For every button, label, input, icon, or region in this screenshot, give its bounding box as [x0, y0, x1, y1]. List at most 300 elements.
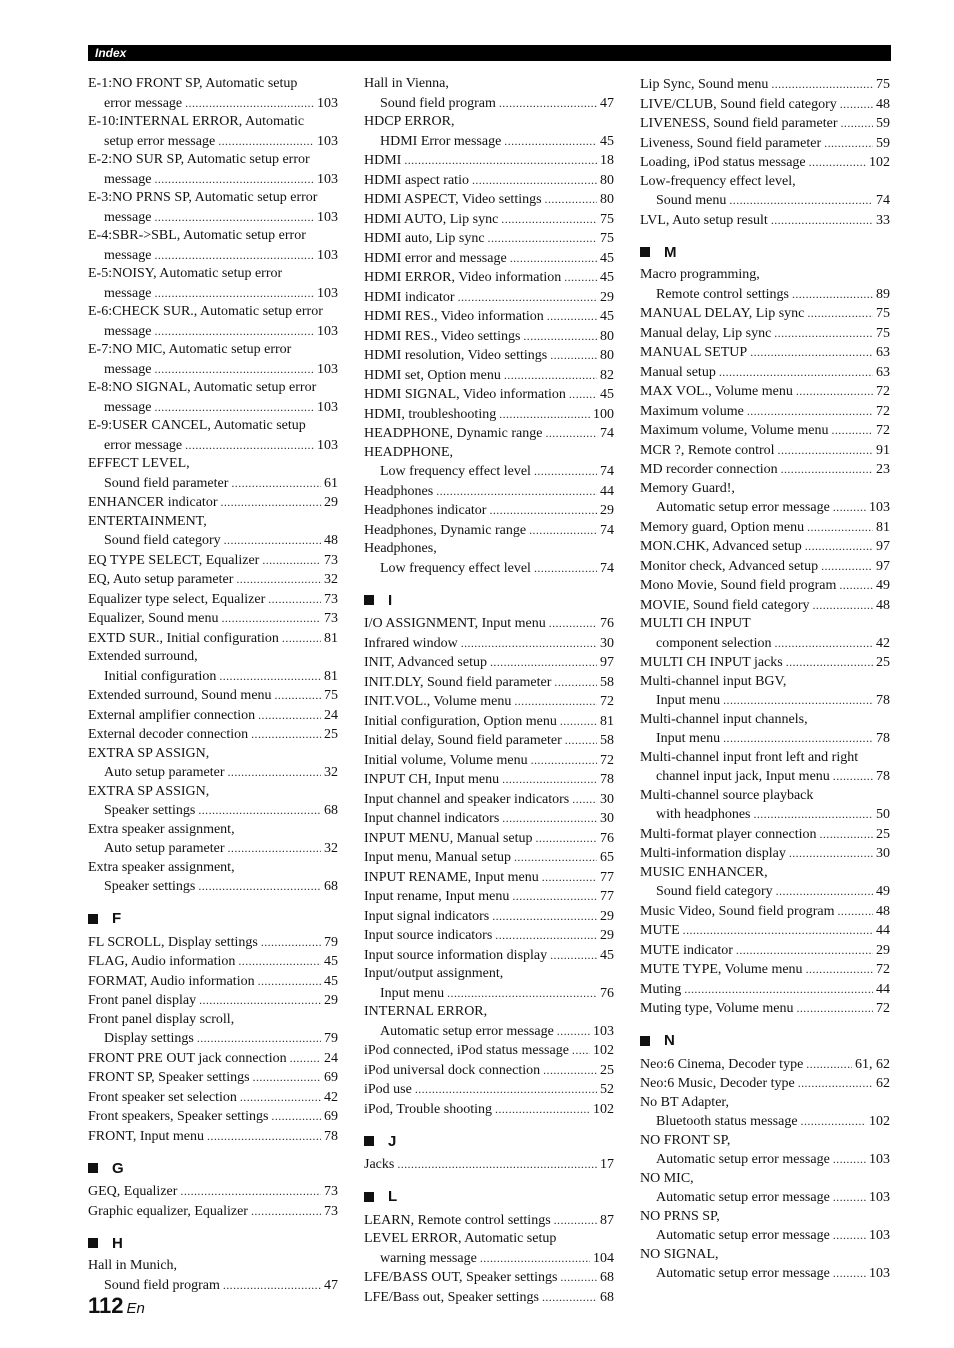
- index-entry-page: 33: [876, 212, 890, 228]
- dot-leader: [813, 596, 873, 615]
- index-entry-text: Maximum volume, Volume menu: [640, 423, 829, 438]
- dot-leader: [831, 421, 873, 440]
- letter-heading: [364, 589, 614, 611]
- square-bullet-icon: [88, 914, 98, 924]
- dot-leader: [572, 790, 597, 809]
- index-entry: [364, 229, 614, 249]
- index-entry-text: Input channel and speaker indicators: [364, 791, 570, 807]
- index-entry-page: 49: [876, 884, 890, 899]
- index-entry: [364, 1080, 614, 1100]
- letter-heading: [88, 1157, 338, 1179]
- index-entry: [88, 1182, 338, 1202]
- index-entry-page: 80: [600, 348, 614, 363]
- index-entry-text: Input channel indicators: [364, 811, 500, 826]
- index-entry-text: LFE/BASS OUT, Speaker settings: [364, 1270, 558, 1285]
- dot-leader: [397, 1155, 597, 1174]
- index-entry-text: INTERNAL ERROR,: [364, 1004, 488, 1019]
- square-bullet-icon: [88, 1163, 98, 1173]
- index-entry: [364, 540, 614, 578]
- index-entry-page: 89: [876, 286, 890, 302]
- index-entry: [364, 907, 614, 927]
- dot-leader: [488, 229, 597, 248]
- index-entry-page: 52: [600, 1082, 614, 1097]
- index-entry-text: error message: [104, 437, 183, 453]
- dot-leader: [560, 712, 597, 731]
- dot-leader: [547, 307, 597, 326]
- index-entry: [364, 1003, 614, 1041]
- index-entry: [88, 75, 338, 113]
- index-entry: [88, 706, 338, 726]
- index-entry-page: 74: [600, 522, 614, 538]
- dot-leader: [833, 1150, 866, 1169]
- index-entry-text: ENHANCER indicator: [88, 495, 218, 510]
- index-entry-text: Muting: [640, 981, 682, 997]
- index-entry-page: 59: [876, 116, 890, 131]
- index-entry: [88, 341, 338, 379]
- dot-leader: [228, 839, 321, 858]
- index-entry: [364, 171, 614, 191]
- index-entry-text: LEARN, Remote control settings: [364, 1212, 551, 1228]
- index-entry: [88, 952, 338, 972]
- index-entry-page: 81: [324, 668, 338, 684]
- index-entry: [640, 363, 890, 383]
- dot-leader: [778, 441, 873, 460]
- dot-leader: [180, 1182, 321, 1201]
- index-entry-text: Automatic setup error message: [656, 1266, 830, 1281]
- index-entry-page: 103: [869, 500, 890, 515]
- index-entry-page: 48: [876, 903, 890, 919]
- square-bullet-icon: [364, 1192, 374, 1202]
- index-entry-page: 69: [324, 1070, 338, 1085]
- index-entry: [364, 501, 614, 521]
- dot-leader: [572, 1041, 590, 1060]
- index-entry: [364, 1155, 614, 1175]
- index-entry: [640, 95, 890, 115]
- index-entry-page: 72: [876, 403, 890, 419]
- index-entry: [88, 933, 338, 953]
- dot-leader: [801, 1112, 866, 1131]
- index-entry-text: HDMI RES., Video settings: [364, 328, 521, 344]
- index-entry-text: INPUT MENU, Manual setup: [364, 830, 533, 846]
- index-entry-text: Neo:6 Cinema, Decoder type: [640, 1056, 804, 1072]
- index-entry-page: 102: [593, 1043, 614, 1058]
- index-entry-text: HDMI auto, Lip sync: [364, 231, 485, 246]
- letter-heading: [640, 1030, 890, 1052]
- index-entry-text: Loading, iPod status message: [640, 155, 806, 170]
- dot-leader: [771, 211, 873, 230]
- index-entry-page: 75: [876, 77, 890, 92]
- index-entry: [88, 1107, 338, 1127]
- index-entry-page: 73: [324, 1203, 338, 1219]
- dot-leader: [798, 1074, 873, 1093]
- index-entry-page: 58: [600, 674, 614, 690]
- index-entry-text: Low-frequency effect level,: [640, 173, 796, 189]
- index-entry-page: 45: [600, 309, 614, 324]
- index-entry: [364, 712, 614, 732]
- index-entry-page: 103: [317, 209, 338, 225]
- index-entry: [364, 1061, 614, 1081]
- dot-leader: [820, 825, 874, 844]
- letter-heading-label: F: [112, 910, 122, 927]
- index-entry: [640, 153, 890, 173]
- index-entry-page: 75: [876, 325, 890, 341]
- dot-leader: [719, 363, 873, 382]
- dot-leader: [736, 941, 873, 960]
- letter-heading-label: H: [112, 1234, 123, 1252]
- index-entry-page: 81: [600, 713, 614, 729]
- index-entry-text: Sound field category: [104, 533, 221, 548]
- index-entry: [88, 551, 338, 571]
- index-entry-page: 59: [876, 135, 890, 151]
- index-entry-page: 102: [869, 1114, 890, 1129]
- index-entry-page: 68: [324, 879, 338, 894]
- index-entry-page: 97: [600, 655, 614, 670]
- index-entry-text: MUTE indicator: [640, 942, 733, 958]
- index-entry-text: Automatic setup error message: [656, 1190, 830, 1205]
- index-entry-text: Sound menu: [656, 193, 727, 208]
- dot-leader: [236, 570, 321, 589]
- index-entry: [88, 513, 338, 551]
- index-entry: [88, 265, 338, 303]
- index-entry-text: iPod, Trouble shooting: [364, 1101, 492, 1117]
- dot-leader: [840, 95, 873, 114]
- dot-leader: [514, 692, 597, 711]
- index-entry-page: 103: [317, 95, 338, 111]
- dot-leader: [536, 829, 597, 848]
- index-entry-text: message: [104, 361, 152, 377]
- dot-leader: [564, 268, 597, 287]
- index-entry-text: Initial volume, Volume menu: [364, 752, 528, 768]
- index-entry-page: 74: [600, 560, 614, 576]
- index-entry-text: Auto setup parameter: [104, 765, 225, 780]
- letter-heading-label: L: [388, 1188, 398, 1205]
- index-entry-text: Multi-channel source playback: [640, 787, 814, 803]
- index-entry-page: 48: [876, 597, 890, 613]
- index-entry: [640, 999, 890, 1019]
- index-entry-page: 102: [869, 155, 890, 170]
- dot-leader: [684, 980, 873, 999]
- index-entry: [364, 731, 614, 751]
- index-entry: [88, 227, 338, 265]
- dot-leader: [251, 725, 321, 744]
- index-entry-page: 103: [317, 323, 338, 339]
- index-entry-text: Input menu: [656, 693, 721, 708]
- dot-leader: [838, 902, 874, 921]
- index-entry-page: 80: [600, 172, 614, 188]
- index-entry-text: LEVEL ERROR, Automatic setup: [364, 1231, 557, 1246]
- index-entry: [88, 379, 338, 417]
- index-entry: [364, 653, 614, 673]
- index-entry-page: 50: [876, 807, 890, 822]
- index-entry-text: Macro programming,: [640, 267, 760, 282]
- index-entry-page: 73: [324, 611, 338, 626]
- square-bullet-icon: [640, 1036, 650, 1046]
- index-entry-page: 47: [324, 1277, 338, 1293]
- index-entry-page: 78: [324, 1128, 338, 1144]
- index-entry: [88, 648, 338, 686]
- index-entry: [88, 189, 338, 227]
- index-entry: [88, 303, 338, 341]
- letter-heading: [364, 1130, 614, 1152]
- dot-leader: [185, 436, 314, 455]
- index-entry-page: 32: [324, 841, 338, 856]
- index-entry-page: 29: [600, 928, 614, 943]
- index-entry: [364, 848, 614, 868]
- index-entry-page: 48: [876, 96, 890, 112]
- index-entry: [88, 821, 338, 859]
- index-entry-text: MUTE TYPE, Volume menu: [640, 962, 803, 977]
- index-entry-text: Input rename, Input menu: [364, 889, 510, 904]
- index-entry-text: message: [104, 209, 152, 225]
- index-entry-page: 72: [600, 694, 614, 709]
- dot-leader: [154, 360, 314, 379]
- dot-leader: [154, 208, 314, 227]
- dot-leader: [560, 1268, 597, 1287]
- index-entry-text: Graphic equalizer, Equalizer: [88, 1203, 248, 1219]
- index-entry-text: HDMI set, Option menu: [364, 367, 501, 383]
- index-entry-text: warning message: [380, 1250, 477, 1266]
- index-entry-text: External decoder connection: [88, 727, 249, 742]
- dot-leader: [415, 1080, 597, 1099]
- index-entry-page: 68: [600, 1270, 614, 1285]
- index-entry-text: FRONT PRE OUT jack connection: [88, 1050, 287, 1066]
- index-entry-text: EXTD SUR., Initial configuration: [88, 630, 279, 646]
- index-entry: [364, 1041, 614, 1061]
- dot-leader: [806, 960, 873, 979]
- index-entry-page: 32: [324, 572, 338, 587]
- letter-heading-label: J: [388, 1132, 397, 1150]
- index-entry-text: Input menu: [656, 731, 721, 746]
- index-entry: [640, 787, 890, 825]
- dot-leader: [807, 518, 873, 537]
- index-entry: [88, 570, 338, 590]
- dot-leader: [502, 809, 597, 828]
- index-entry-text: FRONT SP, Speaker settings: [88, 1070, 250, 1085]
- dot-leader: [490, 653, 597, 672]
- index-entry-text: MANUAL SETUP: [640, 345, 748, 360]
- dot-leader: [723, 729, 873, 748]
- square-bullet-icon: [364, 1136, 374, 1146]
- index-entry: [640, 921, 890, 941]
- index-entry-text: with headphones: [656, 807, 751, 822]
- dot-leader: [776, 882, 873, 901]
- index-entry: [88, 859, 338, 897]
- index-entry: [640, 1055, 890, 1075]
- index-entry: [640, 266, 890, 304]
- index-entry-text: FL SCROLL, Display settings: [88, 934, 258, 950]
- index-entry: [88, 725, 338, 745]
- index-entry: [364, 965, 614, 1003]
- dot-leader: [502, 770, 597, 789]
- index-entry-page: 72: [876, 962, 890, 977]
- index-entry: [640, 902, 890, 922]
- index-entry-page: 23: [876, 462, 890, 477]
- index-entry-page: 63: [876, 345, 890, 360]
- index-entry-page: 68: [600, 1289, 614, 1305]
- index-entry-page: 45: [600, 947, 614, 963]
- index-entry: [640, 173, 890, 211]
- index-entry-text: Equalizer, Sound menu: [88, 611, 219, 626]
- index-entry: [364, 1211, 614, 1231]
- index-entry-page: 103: [869, 1152, 890, 1167]
- index-entry-text: LIVENESS, Sound field parameter: [640, 116, 838, 131]
- dot-leader: [197, 1029, 321, 1048]
- index-entry-text: Neo:6 Music, Decoder type: [640, 1076, 795, 1091]
- index-entry: [640, 673, 890, 711]
- index-entry: [640, 980, 890, 1000]
- index-entry: [640, 1094, 890, 1132]
- dot-leader: [796, 382, 873, 401]
- index-entry-page: 61: [324, 475, 338, 491]
- dot-leader: [833, 1226, 866, 1245]
- index-entry-text: INPUT RENAME, Input menu: [364, 869, 539, 885]
- index-entry-page: 102: [593, 1101, 614, 1117]
- index-entry-text: Sound field program: [380, 95, 496, 111]
- index-entry-page: 45: [324, 954, 338, 969]
- letter-heading: [88, 1232, 338, 1254]
- dot-leader: [550, 946, 597, 965]
- index-entry-page: 47: [600, 95, 614, 111]
- index-entry-text: Input signal indicators: [364, 908, 490, 924]
- index-entry-text: Memory guard, Option menu: [640, 519, 805, 535]
- section-header-label: Index: [95, 46, 127, 60]
- index-entry-text: E-6:CHECK SUR., Automatic setup error: [88, 304, 323, 319]
- index-entry-page: 97: [876, 558, 890, 574]
- index-entry-text: message: [104, 323, 152, 339]
- index-entry: [364, 614, 614, 634]
- dot-leader: [198, 877, 321, 896]
- index-entry-page: 82: [600, 367, 614, 383]
- dot-leader: [534, 559, 597, 578]
- index-entry: [640, 1208, 890, 1246]
- square-bullet-icon: [88, 1238, 98, 1248]
- index-entry-page: 75: [600, 211, 614, 227]
- index-entry-text: Automatic setup error message: [656, 1152, 830, 1167]
- index-entry: [640, 537, 890, 557]
- index-entry: [364, 113, 614, 151]
- dot-leader: [495, 926, 597, 945]
- index-entry: [88, 783, 338, 821]
- index-entry: [364, 190, 614, 210]
- index-entry-text: message: [104, 247, 152, 263]
- index-entry: [364, 346, 614, 366]
- dot-leader: [207, 1127, 321, 1146]
- dot-leader: [833, 1264, 866, 1283]
- dot-leader: [461, 634, 597, 653]
- index-entry-text: message: [104, 285, 152, 301]
- index-entry-text: Initial configuration: [104, 668, 217, 684]
- index-entry-text: E-10:INTERNAL ERROR, Automatic: [88, 114, 305, 129]
- index-entry-text: EXTRA SP ASSIGN,: [88, 745, 210, 761]
- index-entry: [364, 946, 614, 966]
- index-entry-page: 72: [876, 423, 890, 438]
- index-entry: [640, 576, 890, 596]
- dot-leader: [510, 249, 597, 268]
- dot-leader: [554, 1211, 597, 1230]
- index-entry-text: LVL, Auto setup result: [640, 212, 768, 228]
- index-entry: [640, 134, 890, 154]
- index-entry-page: 45: [600, 387, 614, 402]
- dot-leader: [253, 1068, 321, 1087]
- index-entry: [88, 1068, 338, 1088]
- index-entry-text: INPUT CH, Input menu: [364, 772, 500, 787]
- index-entry: [640, 557, 890, 577]
- index-entry: [88, 113, 338, 151]
- index-entry: [364, 1288, 614, 1308]
- index-entry-text: Input source information display: [364, 947, 548, 963]
- dot-leader: [472, 171, 597, 190]
- index-entry-text: MULTI CH INPUT: [640, 616, 751, 631]
- index-entry: [364, 151, 614, 171]
- index-entry-text: Hall in Munich,: [88, 1258, 178, 1273]
- index-column-1: [88, 75, 338, 1295]
- index-entry-page: 75: [876, 306, 890, 321]
- dot-leader: [792, 285, 873, 304]
- dot-leader: [531, 751, 597, 770]
- index-entry: [640, 402, 890, 422]
- dot-leader: [809, 153, 866, 172]
- index-entry-text: Initial configuration, Option menu: [364, 713, 557, 729]
- index-entry-text: Multi-channel input front left and right: [640, 749, 859, 765]
- index-entry: [88, 609, 338, 629]
- index-entry: [88, 1049, 338, 1069]
- dot-leader: [261, 933, 321, 952]
- index-entry-text: Monitor check, Advanced setup: [640, 558, 819, 574]
- index-entry: [364, 307, 614, 327]
- index-entry: [364, 482, 614, 502]
- index-entry: [88, 493, 338, 513]
- index-entry: [364, 268, 614, 288]
- index-entry-page: 44: [876, 923, 890, 938]
- index-entry-page: 103: [593, 1023, 614, 1039]
- dot-leader: [499, 405, 590, 424]
- dot-leader: [781, 460, 873, 479]
- dot-leader: [833, 767, 873, 786]
- index-entry-text: E-1:NO FRONT SP, Automatic setup: [88, 76, 298, 91]
- dot-leader: [404, 151, 597, 170]
- index-entry-text: Jacks: [364, 1157, 395, 1172]
- index-entry: [364, 249, 614, 269]
- index-entry-page: 69: [324, 1109, 338, 1124]
- index-entry: [88, 1202, 338, 1222]
- index-entry: [640, 460, 890, 480]
- index-entry-text: EFFECT LEVEL,: [88, 456, 190, 471]
- index-entry: [640, 864, 890, 902]
- dot-leader: [220, 493, 321, 512]
- index-entry-page: 72: [600, 752, 614, 768]
- index-entry: [88, 686, 338, 706]
- index-entry: [364, 1268, 614, 1288]
- index-entry-page: 17: [600, 1157, 614, 1172]
- index-entry-page: 91: [876, 442, 890, 458]
- index-entry-text: HDMI resolution, Video settings: [364, 348, 548, 363]
- index-entry-page: 58: [600, 733, 614, 748]
- index-entry: [640, 615, 890, 653]
- index-entry-text: No BT Adapter,: [640, 1094, 730, 1110]
- index-entry-text: Multi-format player connection: [640, 826, 817, 842]
- index-entry-text: MCR ?, Remote control: [640, 442, 775, 458]
- index-entry-text: Remote control settings: [656, 286, 789, 302]
- index-entry: [88, 590, 338, 610]
- index-entry-text: GEQ, Equalizer: [88, 1184, 178, 1199]
- index-entry: [640, 844, 890, 864]
- index-entry: [364, 751, 614, 771]
- index-entry-page: 44: [876, 981, 890, 997]
- index-entry-text: E-4:SBR->SBL, Automatic setup error: [88, 228, 306, 243]
- index-entry: [88, 629, 338, 649]
- index-entry-page: 29: [876, 942, 890, 958]
- index-entry-text: HDMI ASPECT, Video settings: [364, 192, 542, 207]
